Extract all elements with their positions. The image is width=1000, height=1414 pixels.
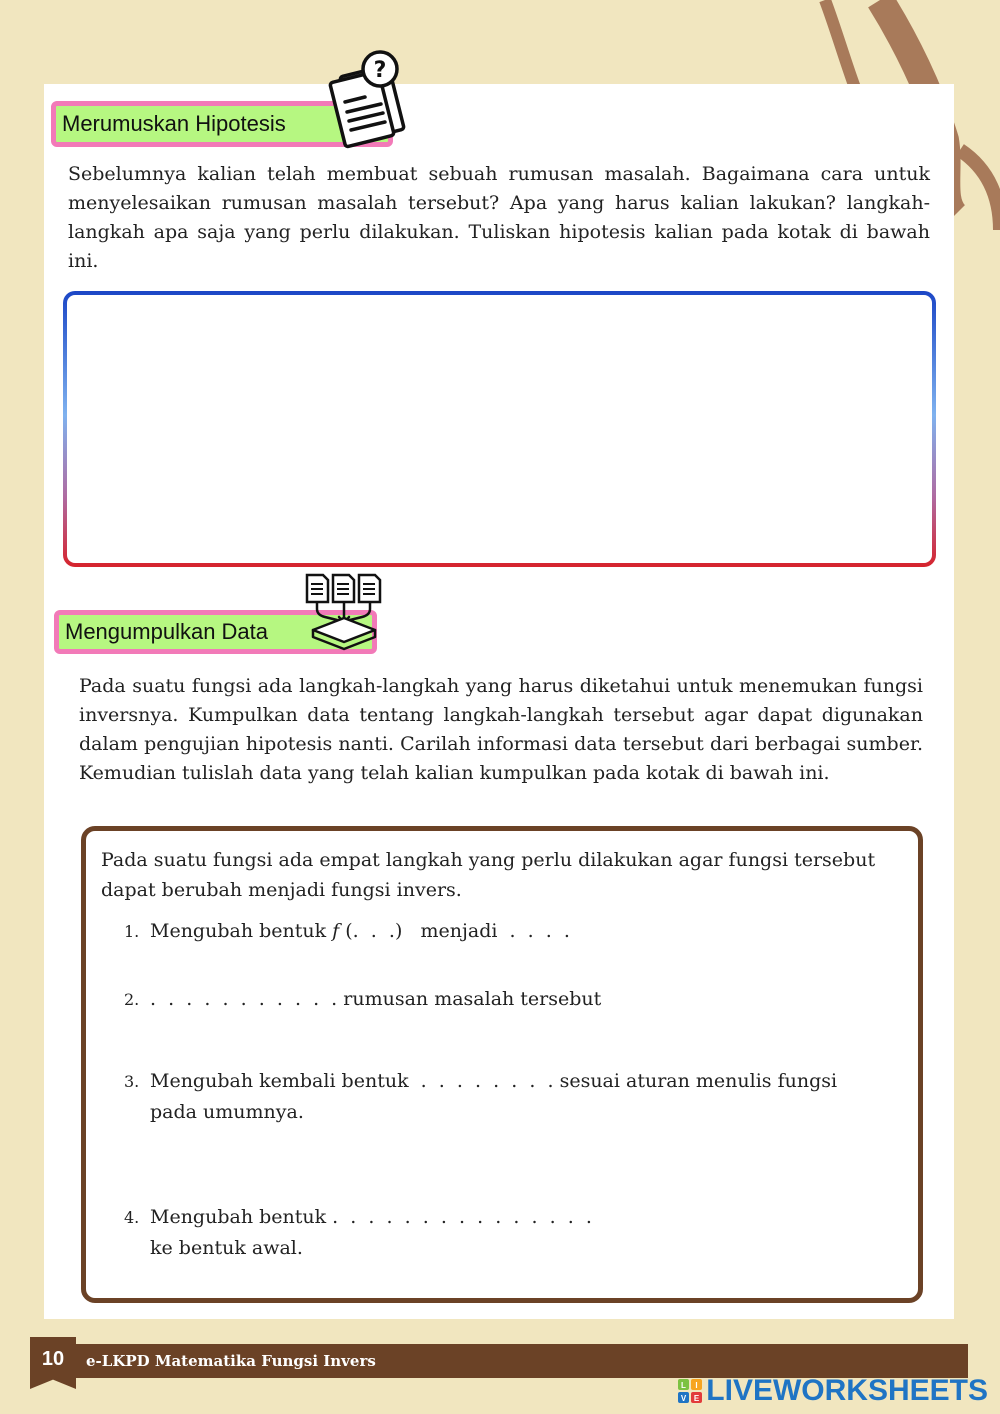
hypothesis-instructions: Sebelumnya kalian telah membuat sebuah rumusan masalah. Bagaimana cara untuk menyelesaikan rumusan masalah tersebut? Apa yang harus kalian lakukan? langkah-langkah apa saja yang perlu dilakukan. Tuliskan hipotesis kalian pada kotak di bawah ini. xyxy=(68,163,930,272)
svg-text:?: ? xyxy=(373,58,387,83)
section-label-data-text: Mengumpulkan Data xyxy=(65,619,269,644)
step-1 xyxy=(124,916,570,947)
step-3-number: 3. xyxy=(124,1072,140,1091)
step-2-text: . . . . . . . . . . . rumusan masalah tersebut xyxy=(150,988,602,1010)
question-document-icon xyxy=(325,46,417,158)
step-1-text-end: (. . .) menjadi . . . . xyxy=(339,920,570,942)
step-1-text-start: Mengubah bentuk xyxy=(150,920,333,942)
data-steps-box xyxy=(81,826,923,1303)
step-3-line-2: pada umumnya. xyxy=(150,1101,304,1123)
badge-letter-v: V xyxy=(681,1394,687,1403)
liveworksheets-logo[interactable] xyxy=(678,1374,988,1408)
documents-to-tray-icon xyxy=(303,572,385,652)
footer-title: e-LKPD Matematika Fungsi Invers xyxy=(86,1352,376,1370)
step-1-number: 1. xyxy=(124,922,140,941)
badge-letter-l: L xyxy=(681,1381,687,1390)
liveworksheets-wordmark: LIVEWORKSHEETS xyxy=(706,1374,988,1407)
badge-letter-e: E xyxy=(694,1394,700,1403)
step-4-number: 4. xyxy=(124,1208,140,1227)
page-number: 10 xyxy=(41,1348,65,1370)
step-3 xyxy=(124,1066,837,1127)
step-3-line-1: Mengubah kembali bentuk . . . . . . . . sesuai aturan menulis fungsi xyxy=(150,1070,838,1092)
step-1-function-f: f xyxy=(332,920,340,942)
step-2 xyxy=(124,984,601,1015)
step-4-line-2: ke bentuk awal. xyxy=(150,1237,303,1259)
step-4 xyxy=(124,1202,592,1263)
badge-letter-i: I xyxy=(695,1381,698,1390)
step-2-number: 2. xyxy=(124,990,140,1009)
hypothesis-answer-box[interactable] xyxy=(63,291,936,567)
liveworksheets-badge-icon xyxy=(678,1379,702,1403)
data-instructions: Pada suatu fungsi ada langkah-langkah yang harus diketahui untuk menemukan fungsi inversnya. Kumpulkan data tentang langkah-langkah tersebut agar dapat digunakan dalam pengujian hipotesis nanti. Carilah informasi data tersebut dari berbagai sumber. Kemudian tulislah data yang telah kalian kumpulkan pada kotak di bawah ini. xyxy=(79,675,923,784)
section-label-hypothesis-text: Merumuskan Hipotesis xyxy=(62,111,286,136)
data-box-intro: Pada suatu fungsi ada empat langkah yang perlu dilakukan agar fungsi tersebut dapat berubah menjadi fungsi invers. xyxy=(101,849,876,901)
step-4-line-1: Mengubah bentuk . . . . . . . . . . . . . . . xyxy=(150,1206,592,1228)
